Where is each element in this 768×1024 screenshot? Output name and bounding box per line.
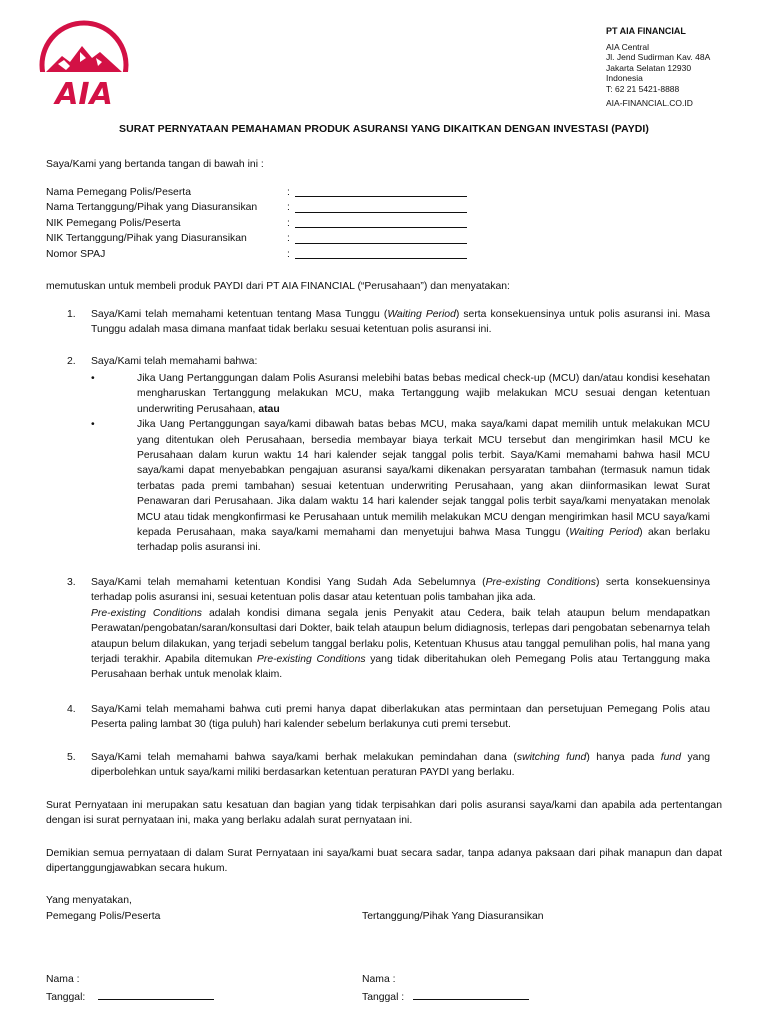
item-text: Saya/Kami telah memahami bahwa saya/kami berhak melakukan pemindahan dana (switching fund) hanya pada fund yang diperbolehkan untuk saya/kami miliki berdasarkan ketentuan peraturan PAYDI yang berlaku.: [91, 752, 711, 779]
field-blank[interactable]: :: [287, 231, 487, 246]
item-number: 5.: [67, 752, 76, 763]
logo-text: AIA: [55, 77, 113, 112]
field-label: Nama Tertanggung/Pihak yang Diasuransikan: [46, 202, 258, 214]
item-2-bullets: [91, 371, 710, 556]
address-line: AIA Central: [606, 41, 649, 52]
item-number: 2.: [67, 356, 76, 367]
left-date-row: [46, 989, 214, 1005]
item-text: Saya/Kami telah memahami ketentuan Kondisi Yang Sudah Ada Sebelumnya (Pre-existing Conditions) serta konsekuensinya terhadap polis asuransi ini, sesuai ketentuan polis dasar atau ketentuan polis tambahan jika ada. Pre-existing Conditions adalah kondisi dimana segala jenis Penyakit atau Cedera, baik telah ataupun belum mendapatkan Perawatan/pengobatan/saran/konsultasi dari Dokter, baik telah ataupun belum didiagnosis, terlepas dari pengobatan sebenarnya telah ataupun belum dilakukan, yang terjadi sebelum tanggal berlaku polis, Ketentuan Khusus atau tanggal pemulihan polis, hal mana yang terjadi terakhir. Apabila ditemukan Pre-existing Conditions yang tidak diberitahukan oleh Pemegang Polis atau Tertanggung maka Perusahaan berhak untuk menolak klaim.: [91, 577, 710, 681]
decision-text: memutuskan untuk membeli produk PAYDI dari PT AIA FINANCIAL (“Perusahaan”) dan menyatakan:: [46, 281, 510, 292]
field-spaj-number: [46, 247, 487, 262]
item-text: Saya/Kami telah memahami ketentuan tentang Masa Tunggu (Waiting Period) serta konsekuensinya untuk polis asuransi ini. Masa Tunggu adalah masa dimana manfaat tidak berlaku sesuai ketentuan polis asuransi ini.: [91, 309, 710, 336]
right-signer-role: Tertanggung/Pihak Yang Diasuransikan: [362, 911, 544, 922]
bullet-item: • Jika Uang Pertanggungan saya/kami dibawah batas bebas MCU, maka saya/kami dapat memilih untuk melakukan MCU yang ditentukan oleh Perusahaan, bersedia membayar biaya terkait MCU tersebut dan mengirimkan hasil MCU ke Perusahaan dalam kurun waktu 14 hari kalender sejak tanggal polis terbit. Saya/Kami memahami bahwa hasil MCU saya/kami dapat menyebabkan pengajuan asuransi saya/kami dikenakan persyaratan tambahan (termasuk namun tidak terbatas pada premi tambahan) sesuai ketentuan underwriting Perusahaan, yang akan diinformasikan lewat Surat Penawaran dari Perusahaan. Jika dalam waktu 14 hari kalender sejak tanggal polis terbit saya/kami menyatakan menolak MCU atau tidak mengkonfirmasi ke Perusahaan untuk memilih melakukan MCU dengan mengirimkan hasil MCU saya/kami kepada Perusahaan, maka saya/kami memahami dan menyetujui bahwa Masa Tunggu (Waiting Period) akan berlaku terhadap polis asuransi ini.: [91, 419, 710, 554]
closing-paragraph-1: Surat Pernyataan ini merupakan satu kesatuan dan bagian yang tidak terpisahkan dari polis asuransi saya/kami dan apabila ada pertentangan dengan isi surat pernyataan ini, maka yang berlaku adalah surat pernyataan ini.: [46, 800, 722, 827]
field-policyholder-name: [46, 185, 487, 200]
field-blank[interactable]: :: [287, 247, 487, 262]
declarer-heading: Yang menyatakan,: [46, 895, 132, 906]
company-name: PT AIA FINANCIAL: [606, 26, 686, 36]
item-number: 1.: [67, 309, 76, 320]
left-date-label: Tanggal:: [46, 992, 86, 1003]
item-number: 3.: [67, 577, 76, 588]
company-info: [606, 26, 710, 109]
bullet-icon: •: [91, 419, 95, 431]
field-blank[interactable]: :: [287, 216, 487, 231]
left-name-label: Nama :: [46, 974, 80, 985]
field-blank[interactable]: :: [287, 200, 487, 215]
item-number: 4.: [67, 704, 76, 715]
field-blank[interactable]: :: [287, 185, 487, 200]
address-line: Jl. Jend Sudirman Kav. 48A: [606, 52, 711, 62]
right-name-label: Nama :: [362, 974, 396, 985]
closing-paragraph-2: Demikian semua pernyataan di dalam Surat Pernyataan ini saya/kami buat secara sadar, tanpa adanya paksaan dari pihak manapun dan dapat dipertanggungjawabkan secara hukum.: [46, 848, 722, 875]
field-label: NIK Pemegang Polis/Peserta: [46, 217, 181, 229]
company-website: AIA-FINANCIAL.CO.ID: [606, 98, 693, 108]
left-date-blank[interactable]: [98, 989, 214, 1000]
field-label: Nomor SPAJ: [46, 248, 106, 260]
item-text: Saya/Kami telah memahami bahwa:: [91, 356, 258, 367]
right-date-row: [362, 989, 529, 1005]
item-text: Saya/Kami telah memahami bahwa cuti premi hanya dapat diberlakukan atas permintaan dan persetujuan Pemegang Polis atau Peserta paling lambat 30 (tiga puluh) hari kalender sebelum berlakunya cuti premi tersebut.: [91, 704, 710, 731]
address-line: Jakarta Selatan 12930: [606, 62, 692, 73]
address-line: Indonesia: [606, 73, 643, 83]
bullet-icon: •: [91, 373, 95, 384]
intro-text: Saya/Kami yang bertanda tangan di bawah ini :: [46, 159, 264, 170]
field-insured-name: [46, 200, 487, 215]
document-title: SURAT PERNYATAAN PEMAHAMAN PRODUK ASURANSI YANG DIKAITKAN DENGAN INVESTASI (PAYDI): [119, 123, 649, 135]
field-label: Nama Pemegang Polis/Peserta: [46, 187, 191, 198]
right-date-blank[interactable]: [413, 989, 529, 1000]
field-label: NIK Tertanggung/Pihak yang Diasuransikan: [46, 233, 247, 245]
identity-fields: [46, 185, 487, 262]
phone-line: T: 62 21 5421-8888: [606, 83, 680, 94]
left-signer-role: Pemegang Polis/Peserta: [46, 911, 161, 922]
aia-logo: [36, 20, 132, 114]
field-policyholder-nik: [46, 216, 487, 231]
right-date-label: Tanggal :: [362, 992, 405, 1003]
field-insured-nik: [46, 231, 487, 246]
bullet-item: • Jika Uang Pertanggungan dalam Polis Asuransi melebihi batas bebas medical check-up (MCU) dan/atau kondisi kesehatan mengharuskan Tertanggung melakukan MCU, maka Tertanggung wajib melakukan MCU sesuai dengan ketentuan underwriting Perusahaan, atau: [91, 373, 710, 415]
